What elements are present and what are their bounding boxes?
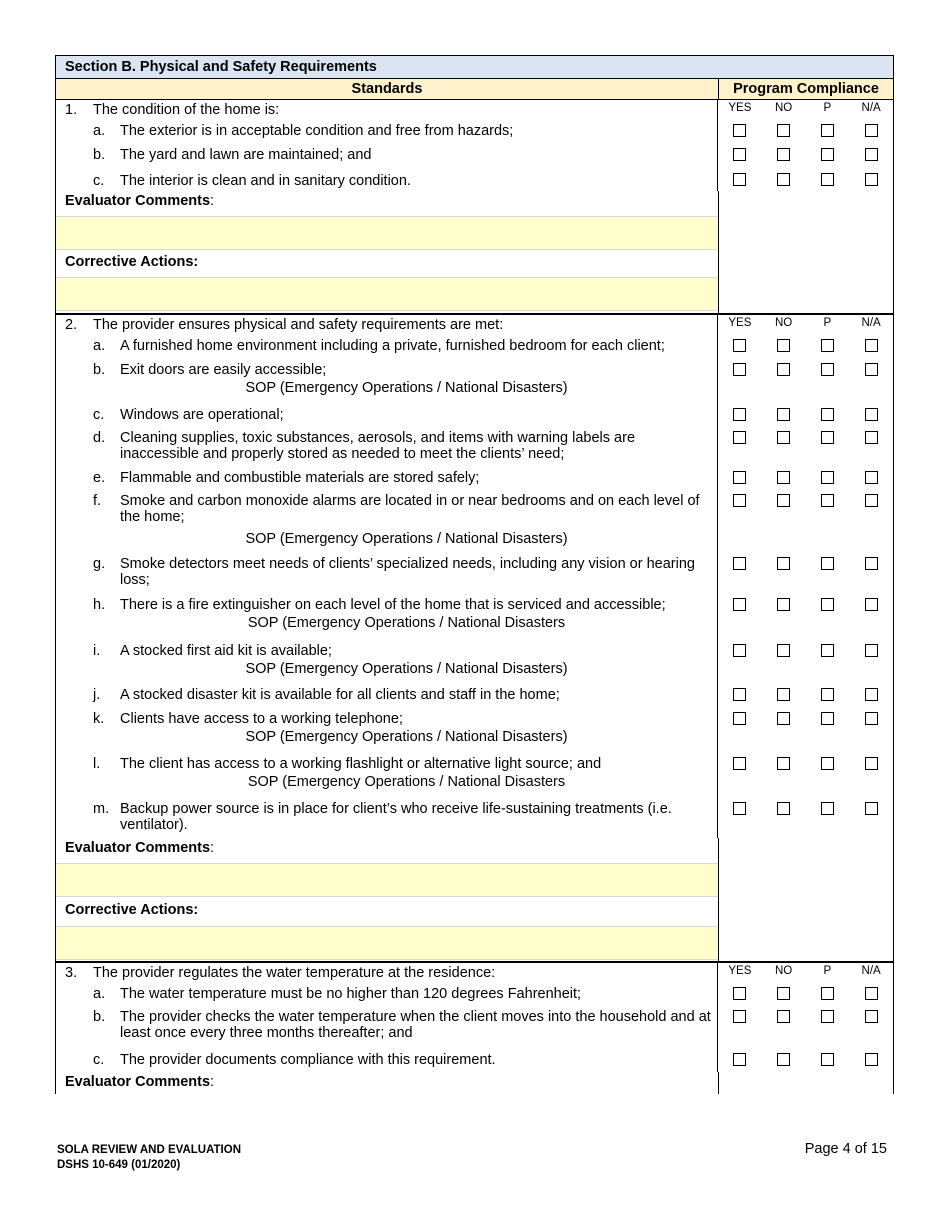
subitem-row xyxy=(56,427,893,467)
program-compliance-header: Program Compliance xyxy=(733,81,879,97)
compliance-header-row xyxy=(718,100,893,120)
subitem-text: Windows are operational; xyxy=(120,407,284,423)
na-checkbox[interactable] xyxy=(865,173,878,186)
na-label: N/A xyxy=(861,317,881,329)
form-title: SOLA REVIEW AND EVALUATION xyxy=(57,1144,241,1156)
subitem-row xyxy=(56,708,893,753)
no-label: NO xyxy=(775,965,793,977)
subitem-text: Exit doors are easily accessible; xyxy=(120,362,327,378)
sop-note: SOP (Emergency Operations / National Disasters) xyxy=(245,531,568,547)
yes-checkbox[interactable] xyxy=(733,339,746,352)
no-checkbox[interactable] xyxy=(777,987,790,1000)
na-checkbox[interactable] xyxy=(865,557,878,570)
subitem-letter: f. xyxy=(93,493,102,509)
subitem-letter: b. xyxy=(93,362,106,378)
na-label: N/A xyxy=(861,965,881,977)
subitem-letter: g. xyxy=(93,556,106,572)
yes-label: YES xyxy=(728,102,752,114)
na-checkbox[interactable] xyxy=(865,471,878,484)
subitem-row xyxy=(56,983,893,1006)
subitem-text: Flammable and combustible materials are stored safely; xyxy=(120,470,480,486)
no-checkbox[interactable] xyxy=(777,1010,790,1023)
subitem-letter: c. xyxy=(93,407,105,423)
partial-checkbox[interactable] xyxy=(821,757,834,770)
na-checkbox[interactable] xyxy=(865,494,878,507)
no-checkbox[interactable] xyxy=(777,494,790,507)
no-checkbox[interactable] xyxy=(777,712,790,725)
no-checkbox[interactable] xyxy=(777,557,790,570)
subitem-text: The exterior is in acceptable condition and free from hazards; xyxy=(120,123,514,139)
partial-checkbox[interactable] xyxy=(821,802,834,815)
subitem-text: The interior is clean and in sanitary condition. xyxy=(120,173,411,189)
standard-block-2 xyxy=(56,315,893,963)
subitem-text: Clients have access to a working telephone; xyxy=(120,711,403,727)
item-row-1 xyxy=(56,100,893,120)
evaluator-comments-row: Evaluator Comments: xyxy=(56,838,893,859)
partial-checkbox[interactable] xyxy=(821,644,834,657)
subitem-letter: c. xyxy=(93,173,105,189)
form-number: DSHS 10-649 (01/2020) xyxy=(57,1159,181,1171)
na-checkbox[interactable] xyxy=(865,124,878,137)
subitem-letter: j. xyxy=(93,687,101,703)
yes-checkbox[interactable] xyxy=(733,712,746,725)
subitem-row xyxy=(56,640,893,684)
yes-checkbox[interactable] xyxy=(733,757,746,770)
no-checkbox[interactable] xyxy=(777,408,790,421)
yes-checkbox[interactable] xyxy=(733,1010,746,1023)
partial-checkbox[interactable] xyxy=(821,712,834,725)
subitem-text: Smoke detectors meet needs of clients’ specialized needs, including any vision or hearing loss; xyxy=(120,556,695,588)
yes-checkbox[interactable] xyxy=(733,431,746,444)
evaluator-comments-label: Evaluator Comments xyxy=(65,1074,211,1090)
partial-checkbox[interactable] xyxy=(821,148,834,161)
no-checkbox[interactable] xyxy=(777,757,790,770)
partial-checkbox[interactable] xyxy=(821,598,834,611)
subitem-row xyxy=(56,169,893,191)
yes-checkbox[interactable] xyxy=(733,1053,746,1066)
sop-note: SOP (Emergency Operations / National Disasters) xyxy=(245,661,568,677)
corrective-actions-row xyxy=(56,274,893,313)
partial-checkbox[interactable] xyxy=(821,688,834,701)
subitem-row xyxy=(56,1006,893,1049)
subitem-row xyxy=(56,684,893,708)
no-checkbox[interactable] xyxy=(777,124,790,137)
partial-checkbox[interactable] xyxy=(821,1010,834,1023)
item-row-2 xyxy=(56,315,893,335)
subitem-text: The provider documents compliance with this requirement. xyxy=(120,1052,496,1068)
evaluator-comments-row xyxy=(56,212,893,252)
subitem-text: A furnished home environment including a private, furnished bedroom for each client; xyxy=(120,338,665,354)
no-checkbox[interactable] xyxy=(777,363,790,376)
na-checkbox[interactable] xyxy=(865,598,878,611)
yes-checkbox[interactable] xyxy=(733,987,746,1000)
no-checkbox[interactable] xyxy=(777,802,790,815)
partial-label: P xyxy=(823,102,832,114)
subitem-letter: k. xyxy=(93,711,105,727)
na-checkbox[interactable] xyxy=(865,408,878,421)
partial-label: P xyxy=(823,965,832,977)
yes-checkbox[interactable] xyxy=(733,363,746,376)
na-checkbox[interactable] xyxy=(865,148,878,161)
corrective-actions-label: Corrective Actions: xyxy=(65,902,199,918)
subitem-letter: d. xyxy=(93,430,106,446)
subitem-row xyxy=(56,404,893,427)
subitem-text: The provider checks the water temperature when the client moves into the household and at least once every three months thereafter; and xyxy=(120,1009,711,1041)
subitem-letter: a. xyxy=(93,123,106,139)
yes-checkbox[interactable] xyxy=(733,688,746,701)
evaluator-comments-field[interactable] xyxy=(56,216,718,250)
na-checkbox[interactable] xyxy=(865,1010,878,1023)
subitem-text: Cleaning supplies, toxic substances, aerosols, and items with warning labels are inaccessible and properly stored as needed to meet the clients’ need; xyxy=(120,430,636,462)
evaluator-comments-row: Evaluator Comments: xyxy=(56,1072,893,1094)
subitem-text: There is a fire extinguisher on each level of the home that is serviced and accessible; xyxy=(120,597,666,613)
na-checkbox[interactable] xyxy=(865,757,878,770)
partial-checkbox[interactable] xyxy=(821,363,834,376)
sop-note: SOP (Emergency Operations / National Disasters xyxy=(247,774,566,790)
yes-checkbox[interactable] xyxy=(733,802,746,815)
subitem-letter: l. xyxy=(93,756,101,772)
compliance-header-row xyxy=(718,315,893,335)
item-row-3 xyxy=(56,963,893,983)
subitem-text: The water temperature must be no higher than 120 degrees Fahrenheit; xyxy=(120,986,582,1002)
corrective-actions-label: Corrective Actions: xyxy=(65,254,199,270)
subitem-row xyxy=(56,553,893,594)
na-checkbox[interactable] xyxy=(865,1053,878,1066)
yes-checkbox[interactable] xyxy=(733,644,746,657)
subitem-letter: a. xyxy=(93,986,106,1002)
page-number: Page 4 of 15 xyxy=(804,1141,887,1157)
no-checkbox[interactable] xyxy=(777,1053,790,1066)
evaluator-comments-label: Evaluator Comments xyxy=(65,840,211,856)
yes-checkbox[interactable] xyxy=(733,408,746,421)
subitem-row xyxy=(56,359,893,404)
partial-checkbox[interactable] xyxy=(821,1053,834,1066)
yes-checkbox[interactable] xyxy=(733,494,746,507)
partial-checkbox[interactable] xyxy=(821,431,834,444)
subitem-letter: m. xyxy=(93,801,110,817)
compliance-header-row xyxy=(718,963,893,983)
na-checkbox[interactable] xyxy=(865,644,878,657)
standards-header: Standards xyxy=(56,79,719,99)
na-checkbox[interactable] xyxy=(865,339,878,352)
yes-checkbox[interactable] xyxy=(733,173,746,186)
partial-checkbox[interactable] xyxy=(821,124,834,137)
subitem-row xyxy=(56,467,893,490)
no-checkbox[interactable] xyxy=(777,148,790,161)
corrective-actions-row xyxy=(56,252,893,274)
partial-checkbox[interactable] xyxy=(821,471,834,484)
item-text: The condition of the home is: xyxy=(93,102,280,118)
corrective-actions-row xyxy=(56,922,893,961)
subitem-letter: a. xyxy=(93,338,106,354)
subitem-row xyxy=(56,120,893,144)
subitem-text: A stocked first aid kit is available; xyxy=(120,643,332,659)
subitem-row xyxy=(56,798,893,838)
corrective-actions-field[interactable] xyxy=(56,277,718,311)
no-checkbox[interactable] xyxy=(777,339,790,352)
subitem-letter: c. xyxy=(93,1052,105,1068)
section-b-table xyxy=(55,55,894,1094)
subitem-row xyxy=(56,1049,893,1072)
no-checkbox[interactable] xyxy=(777,173,790,186)
evaluator-comments-row: Evaluator Comments: xyxy=(56,191,893,212)
yes-label: YES xyxy=(728,965,752,977)
evaluator-comments-label: Evaluator Comments xyxy=(65,193,211,209)
item-text: The provider ensures physical and safety requirements are met: xyxy=(93,317,504,333)
na-checkbox[interactable] xyxy=(865,688,878,701)
yes-checkbox[interactable] xyxy=(733,124,746,137)
evaluator-comments-field[interactable] xyxy=(56,863,718,897)
footer-form-info xyxy=(57,1143,241,1173)
no-checkbox[interactable] xyxy=(777,688,790,701)
evaluator-comments-row xyxy=(56,859,893,900)
na-label: N/A xyxy=(861,102,881,114)
na-checkbox[interactable] xyxy=(865,363,878,376)
sop-note: SOP (Emergency Operations / National Disasters) xyxy=(245,380,568,396)
subitem-row xyxy=(56,490,893,553)
subitem-text: The yard and lawn are maintained; and xyxy=(120,147,372,163)
sop-note: SOP (Emergency Operations / National Disasters) xyxy=(245,729,568,745)
yes-checkbox[interactable] xyxy=(733,557,746,570)
partial-checkbox[interactable] xyxy=(821,987,834,1000)
item-number: 3. xyxy=(65,965,78,981)
partial-checkbox[interactable] xyxy=(821,557,834,570)
no-checkbox[interactable] xyxy=(777,431,790,444)
no-checkbox[interactable] xyxy=(777,471,790,484)
yes-checkbox[interactable] xyxy=(733,148,746,161)
corrective-actions-field[interactable] xyxy=(56,926,718,960)
subitem-row xyxy=(56,594,893,640)
partial-checkbox[interactable] xyxy=(821,339,834,352)
subitem-letter: e. xyxy=(93,470,106,486)
yes-checkbox[interactable] xyxy=(733,471,746,484)
partial-checkbox[interactable] xyxy=(821,173,834,186)
yes-checkbox[interactable] xyxy=(733,598,746,611)
subitem-text: Smoke and carbon monoxide alarms are located in or near bedrooms and on each level of the home; xyxy=(120,493,700,525)
no-checkbox[interactable] xyxy=(777,598,790,611)
subitem-row xyxy=(56,753,893,798)
subitem-row xyxy=(56,144,893,169)
no-checkbox[interactable] xyxy=(777,644,790,657)
partial-checkbox[interactable] xyxy=(821,494,834,507)
partial-label: P xyxy=(823,317,832,329)
sop-note: SOP (Emergency Operations / National Disasters xyxy=(247,615,566,631)
subitem-letter: b. xyxy=(93,1009,106,1025)
subitem-letter: b. xyxy=(93,147,106,163)
subitem-text: A stocked disaster kit is available for all clients and staff in the home; xyxy=(120,687,560,703)
na-checkbox[interactable] xyxy=(865,987,878,1000)
item-number: 1. xyxy=(65,102,78,118)
na-checkbox[interactable] xyxy=(865,712,878,725)
table-header xyxy=(56,79,893,100)
no-label: NO xyxy=(775,102,793,114)
corrective-actions-row xyxy=(56,900,893,922)
subitem-letter: h. xyxy=(93,597,106,613)
section-title: Section B. Physical and Safety Requirements xyxy=(56,56,893,79)
na-checkbox[interactable] xyxy=(865,431,878,444)
yes-label: YES xyxy=(728,317,752,329)
subitem-text: Backup power source is in place for client’s who receive life-sustaining treatments (i.e. ventilator). xyxy=(120,801,672,833)
subitem-letter: i. xyxy=(93,643,101,659)
subitem-row xyxy=(56,335,893,359)
subitem-text: The client has access to a working flashlight or alternative light source; and xyxy=(120,756,602,772)
standard-block-1 xyxy=(56,100,893,315)
partial-checkbox[interactable] xyxy=(821,408,834,421)
no-label: NO xyxy=(775,317,793,329)
standard-block-3 xyxy=(56,963,893,1094)
item-text: The provider regulates the water temperature at the residence: xyxy=(93,965,496,981)
item-number: 2. xyxy=(65,317,78,333)
na-checkbox[interactable] xyxy=(865,802,878,815)
